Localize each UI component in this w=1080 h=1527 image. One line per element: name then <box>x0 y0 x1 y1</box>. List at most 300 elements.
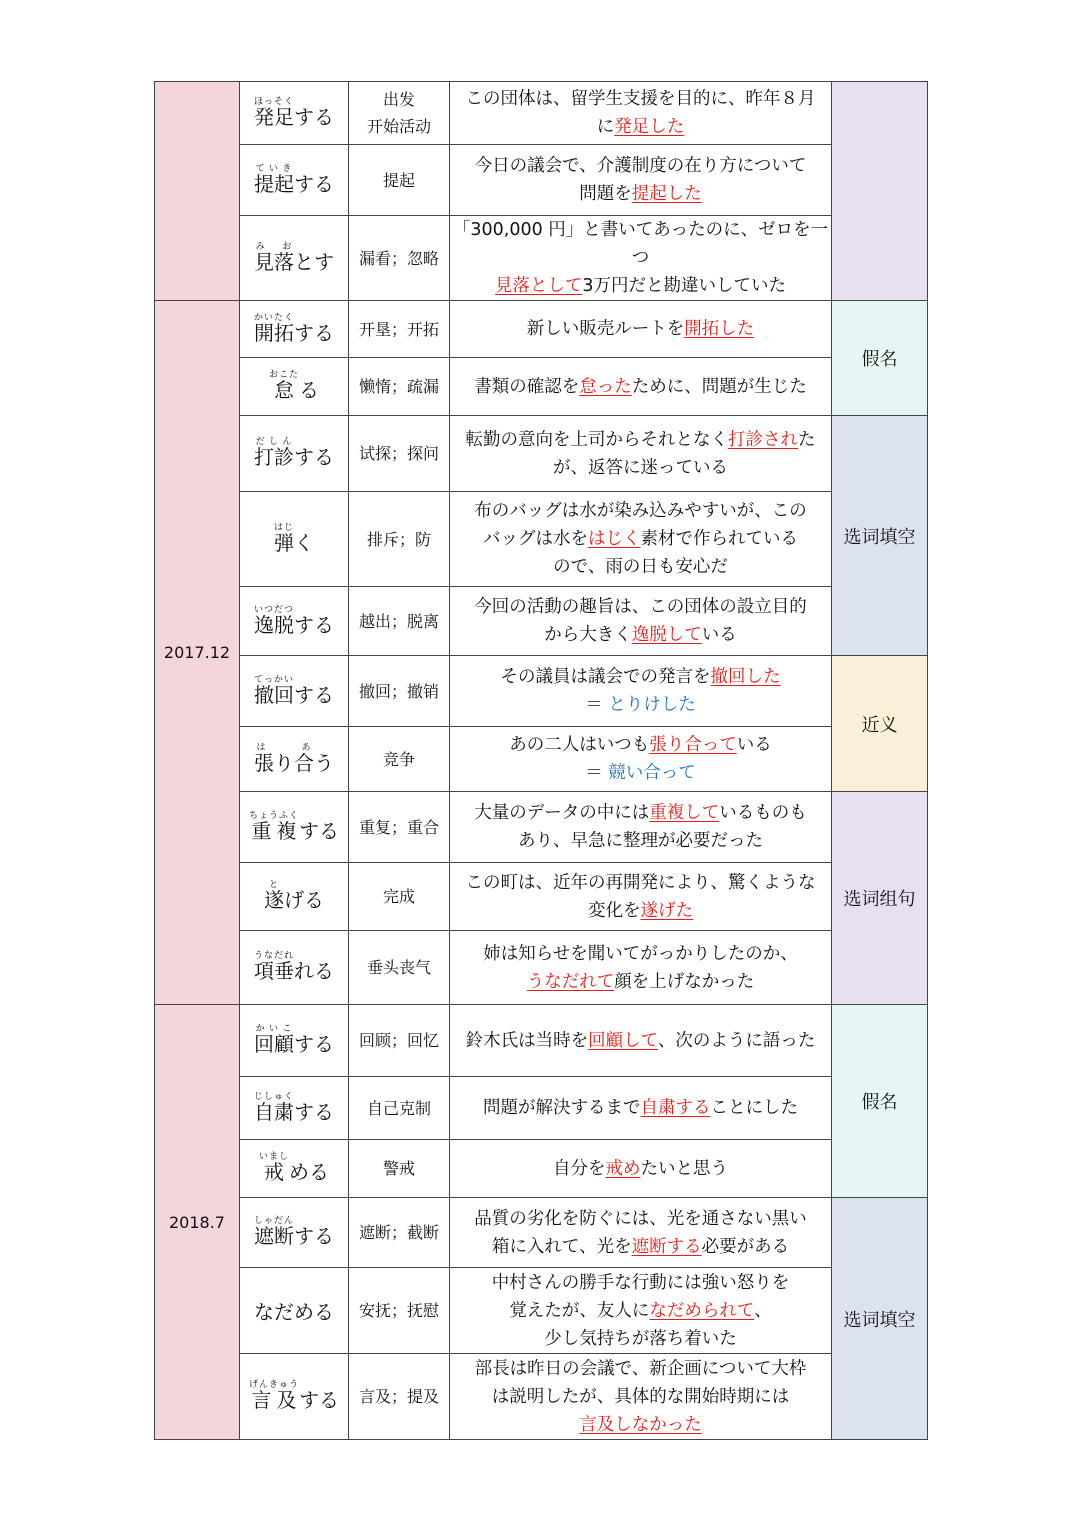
sentence-text: ＝ <box>585 695 609 715</box>
highlighted-word: 発足した <box>614 117 685 137</box>
headword-kanji <box>254 675 294 708</box>
furigana: かいこ <box>254 1024 294 1034</box>
kanji-text: 項垂 <box>253 959 294 983</box>
okurigana: する <box>299 1388 339 1412</box>
kanji-text: 回顧 <box>254 1032 294 1056</box>
meaning-line: 自己克制 <box>366 1098 431 1118</box>
okurigana: る <box>299 378 319 402</box>
kanji-text: 撤回 <box>253 682 294 707</box>
okurigana: する <box>294 1224 334 1248</box>
word-cell <box>240 492 349 587</box>
furigana: と <box>264 880 284 890</box>
meaning-line: 言及；提及 <box>358 1387 439 1406</box>
word-cell <box>240 1077 349 1140</box>
okurigana: する <box>294 104 334 129</box>
headword-kanji <box>274 523 294 556</box>
sentence-line <box>450 968 831 996</box>
headword-kanji <box>264 880 284 913</box>
meaning-line: 试探；探问 <box>358 444 439 463</box>
sentence-line <box>450 1297 831 1325</box>
table-row <box>155 863 928 931</box>
sentence-line <box>450 1383 831 1411</box>
furigana: うなだれ <box>253 951 294 961</box>
word-cell <box>240 863 349 931</box>
furigana: は あ <box>254 742 314 753</box>
sentence-cell <box>450 492 832 587</box>
sentence-line <box>450 1355 831 1383</box>
headword-kanji <box>254 1024 294 1057</box>
headword <box>240 97 348 130</box>
sentence-line <box>450 1094 831 1122</box>
okurigana: れる <box>294 959 334 983</box>
highlighted-word: 戒め <box>605 1158 641 1179</box>
sentence-text: 鈴木氏は当時を <box>465 1030 589 1051</box>
highlighted-word: 遮断する <box>631 1236 702 1257</box>
sentence-text: た <box>798 429 816 450</box>
meaning-cell <box>349 1077 450 1140</box>
headword <box>240 1296 348 1325</box>
headword-kanji <box>254 743 314 776</box>
meaning-cell <box>349 931 450 1005</box>
headword-kanji <box>254 313 294 346</box>
sentence-line <box>450 1205 831 1233</box>
sentence-text: 部長は昨日の会議で、新企画について大枠 <box>474 1358 807 1379</box>
date-cell: 2018.7 <box>155 1005 240 1440</box>
headword-kanji <box>254 951 294 984</box>
okurigana: する <box>294 1099 334 1124</box>
furigana: はじ <box>273 522 294 533</box>
okurigana: する <box>294 682 334 707</box>
category-cell-empty <box>832 82 928 301</box>
synonym-text: 競い合って <box>608 763 696 783</box>
okurigana: する <box>294 445 334 469</box>
sentence-text: 新しい販売ルートを <box>526 319 685 339</box>
table-row <box>155 1354 928 1440</box>
headword <box>240 437 348 470</box>
headword-kanji <box>269 370 299 403</box>
highlighted-word: 回顧して <box>588 1030 658 1051</box>
headword-kanji <box>259 1152 289 1185</box>
sentence-text: 、 <box>754 1300 772 1321</box>
sentence-text: この町は、近年の再開発により、驚くような <box>465 872 816 893</box>
table-row <box>155 82 928 145</box>
meaning-line: 回顾；回忆 <box>358 1031 439 1050</box>
headword <box>240 313 348 346</box>
word-cell <box>240 82 349 145</box>
headword-kanji <box>249 811 299 844</box>
synonym-text: とりけした <box>608 695 696 715</box>
highlighted-word: 開拓した <box>684 319 755 339</box>
table-row <box>155 931 928 1005</box>
sentence-cell <box>450 1077 832 1140</box>
kanji-text: 張り合 <box>254 750 314 775</box>
sentence-text: 覚えたが、友人に <box>509 1300 650 1321</box>
word-cell <box>240 1140 349 1198</box>
sentence-cell <box>450 358 832 416</box>
sentence-text: ために、問題が生じた <box>631 376 807 397</box>
word-cell <box>240 301 349 358</box>
sentence-line <box>450 85 831 113</box>
sentence-text: 自分を <box>553 1158 606 1179</box>
category-cell: 选词填空 <box>832 1198 928 1440</box>
okurigana: する <box>294 320 334 345</box>
kanji-text: 怠 <box>268 378 299 402</box>
word-cell <box>240 656 349 727</box>
furigana: だしん <box>254 437 294 447</box>
category-cell: 选词填空 <box>832 416 928 656</box>
sentence-cell <box>450 727 832 792</box>
kanji-text: 重複 <box>248 818 299 843</box>
sentence-cell <box>450 931 832 1005</box>
meaning-cell <box>349 145 450 216</box>
sentence-line <box>450 216 831 272</box>
sentence-cell <box>450 145 832 216</box>
headword <box>240 743 348 776</box>
meaning-cell <box>349 727 450 792</box>
sentence-line <box>450 454 831 482</box>
sentence-text: 変化を <box>588 900 641 921</box>
headword-kanji <box>254 605 294 638</box>
headword <box>240 370 348 403</box>
table-row <box>155 727 928 792</box>
table-row <box>155 1198 928 1268</box>
highlighted-word: 張り合って <box>649 735 737 755</box>
table-row <box>155 301 928 358</box>
sentence-text: 、次のように語った <box>657 1030 816 1051</box>
headword <box>240 605 348 638</box>
highlighted-word: はじく <box>588 529 641 549</box>
sentence-text: 品質の劣化を防ぐには、光を通さない黒い <box>474 1208 807 1229</box>
sentence-text: その議員は議会での発言を <box>500 667 711 687</box>
word-cell <box>240 416 349 492</box>
word-cell <box>240 1268 349 1354</box>
highlighted-word: 提起した <box>631 184 702 204</box>
sentence-cell <box>450 863 832 931</box>
highlighted-word: なだめられて <box>649 1300 755 1321</box>
sentence-line <box>450 272 831 300</box>
highlighted-word: 打診され <box>728 429 798 450</box>
kanji-text: 発足 <box>253 104 294 129</box>
sentence-line <box>450 180 831 208</box>
kanji-text: 見落 <box>254 249 294 274</box>
word-cell <box>240 358 349 416</box>
sentence-line <box>450 799 831 827</box>
table-row <box>155 1005 928 1077</box>
word-cell <box>240 1354 349 1440</box>
headword-kanji <box>254 164 294 197</box>
table-row <box>155 416 928 492</box>
sentence-cell <box>450 1268 832 1354</box>
word-cell <box>240 587 349 656</box>
date-cell: 2017.12 <box>155 301 240 1005</box>
category-cell: 近义 <box>832 656 928 792</box>
sentence-line <box>450 897 831 925</box>
word-cell <box>240 1005 349 1077</box>
sentence-line <box>450 1269 831 1297</box>
meaning-cell <box>349 1005 450 1077</box>
furigana: じしゅく <box>253 1091 294 1102</box>
sentence-line <box>450 691 831 719</box>
kanji-text: 戒 <box>258 1160 289 1184</box>
sentence-text: ことにした <box>710 1098 798 1118</box>
sentence-line <box>450 1155 831 1183</box>
sentence-text: が、返答に迷っている <box>553 457 728 478</box>
sentence-line <box>450 525 831 553</box>
meaning-line: 出发 <box>382 90 415 109</box>
okurigana: める <box>289 1160 329 1184</box>
sentence-text: 箱に入れて、光を <box>491 1236 632 1257</box>
meaning-line: 竞争 <box>382 749 415 769</box>
furigana: しゃだん <box>253 1216 294 1226</box>
sentence-text: 布のバッグは水が染み込みやすいが、この <box>474 501 807 521</box>
okurigana: する <box>294 171 334 196</box>
okurigana: とす <box>294 249 334 274</box>
sentence-line <box>450 553 831 581</box>
headword <box>240 164 348 197</box>
kanji-text: 遂 <box>264 888 284 912</box>
sentence-text: 問題を <box>579 184 632 204</box>
okurigana: する <box>294 612 334 637</box>
word-cell <box>240 216 349 301</box>
furigana: かいたく <box>253 312 294 323</box>
table-row <box>155 792 928 863</box>
sentence-line <box>450 373 831 401</box>
sentence-text: あの二人はいつも <box>509 735 650 755</box>
sentence-text: 少し気持ちが落ち着いた <box>544 1328 737 1349</box>
sentence-line <box>450 1233 831 1261</box>
sentence-text: ので、雨の日も安心だ <box>553 557 728 577</box>
sentence-line <box>450 1027 831 1055</box>
meaning-cell <box>349 82 450 145</box>
sentence-line <box>450 426 831 454</box>
table-row <box>155 216 928 301</box>
sentence-line <box>450 1411 831 1439</box>
meaning-line: 完成 <box>382 887 415 906</box>
sentence-line <box>450 869 831 897</box>
highlighted-word: 見落として <box>494 276 583 296</box>
sentence-cell <box>450 587 832 656</box>
okurigana: する <box>294 1032 334 1056</box>
sentence-text: ＝ <box>585 763 609 783</box>
sentence-text: 書類の確認を <box>474 376 580 397</box>
furigana: ほっそく <box>253 96 294 107</box>
furigana: てっかい <box>253 674 294 685</box>
okurigana: なだめる <box>254 1300 334 1324</box>
headword-kanji <box>254 97 294 130</box>
meaning-cell <box>349 358 450 416</box>
meaning-cell <box>349 863 450 931</box>
word-cell <box>240 1198 349 1268</box>
word-cell <box>240 931 349 1005</box>
headword <box>240 951 348 984</box>
highlighted-word: うなだれて <box>526 971 615 992</box>
sentence-text: この団体は、留学生支援を目的に、昨年８月 <box>465 89 816 109</box>
sentence-text: は説明したが、具体的な開始時期には <box>491 1386 790 1407</box>
word-cell <box>240 727 349 792</box>
word-cell <box>240 792 349 863</box>
headword <box>240 242 348 275</box>
kanji-text: 自粛 <box>253 1099 294 1124</box>
sentence-cell <box>450 216 832 301</box>
vocab-table <box>154 81 928 1440</box>
category-cell: 假名 <box>832 1005 928 1198</box>
furigana: いつだつ <box>253 604 294 615</box>
sentence-text: いる <box>701 625 737 645</box>
highlighted-word: 逸脱して <box>631 625 702 645</box>
meaning-line: 警戒 <box>382 1159 415 1178</box>
furigana: ちょうふく <box>248 810 299 821</box>
headword-kanji <box>254 242 294 275</box>
sentence-line <box>450 940 831 968</box>
headword-kanji <box>254 437 294 470</box>
sentence-line <box>450 663 831 691</box>
sentence-cell <box>450 1005 832 1077</box>
headword-kanji <box>254 1092 294 1125</box>
meaning-line: 垂头丧气 <box>366 958 431 977</box>
sentence-line <box>450 497 831 525</box>
kanji-text: 弾 <box>273 530 294 555</box>
meaning-cell <box>349 301 450 358</box>
sentence-text: いるものも <box>719 803 807 823</box>
kanji-text: 提起 <box>254 171 294 196</box>
meaning-line: 排斥；防 <box>366 529 431 549</box>
table-row <box>155 1077 928 1140</box>
meaning-line: 重复；重合 <box>358 817 439 837</box>
table-row <box>155 1140 928 1198</box>
highlighted-word: 自粛する <box>640 1098 711 1118</box>
highlighted-word: 撤回した <box>710 667 781 687</box>
sentence-text: から大きく <box>544 625 632 645</box>
sentence-line <box>450 759 831 787</box>
sentence-text: 姉は知らせを聞いてがっかりしたのか、 <box>483 943 798 964</box>
highlighted-word: 重複して <box>649 803 720 823</box>
sentence-text: 転勤の意向を上司からそれとなく <box>465 429 728 450</box>
okurigana: する <box>299 818 339 843</box>
meaning-cell <box>349 416 450 492</box>
meaning-line: 懒惰；疏漏 <box>358 377 439 396</box>
sentence-line <box>450 827 831 855</box>
headword <box>240 1380 348 1413</box>
okurigana: げる <box>284 888 324 912</box>
sentence-text: に <box>596 117 615 137</box>
meaning-line: 越出；脱离 <box>358 611 439 631</box>
okurigana: く <box>294 530 314 555</box>
meaning-line: 漏看；忽略 <box>358 248 439 268</box>
sentence-text: 大量のデータの中には <box>474 803 650 823</box>
meaning-line: 安抚；抚慰 <box>358 1301 439 1320</box>
sentence-cell <box>450 1198 832 1268</box>
sentence-text: 中村さんの勝手な行動には強い怒りを <box>491 1272 790 1293</box>
sentence-line <box>450 621 831 649</box>
meaning-cell <box>349 492 450 587</box>
meaning-cell <box>349 656 450 727</box>
headword <box>240 1024 348 1057</box>
sentence-cell <box>450 656 832 727</box>
sentence-text: あり、早急に整理が必要だった <box>518 831 763 851</box>
sentence-text: いる <box>736 735 772 755</box>
meaning-line: 开垦；开拓 <box>358 319 439 339</box>
sentence-text: 素材で作られている <box>640 529 798 549</box>
sentence-line <box>450 731 831 759</box>
sentence-text: 必要がある <box>701 1236 790 1257</box>
word-cell <box>240 145 349 216</box>
furigana: いまし <box>258 1152 289 1162</box>
meaning-line: 撤回；撤销 <box>358 681 439 701</box>
kanji-text: 遮断 <box>253 1224 294 1248</box>
category-cell: 假名 <box>832 301 928 416</box>
highlighted-word: 言及しなかった <box>579 1414 702 1435</box>
headword <box>240 1216 348 1249</box>
headword <box>240 523 348 556</box>
sentence-text: たいと思う <box>640 1158 728 1179</box>
meaning-line: 开始活动 <box>366 117 431 136</box>
sentence-text: 顔を上げなかった <box>614 971 755 992</box>
highlighted-word: 怠った <box>579 376 632 397</box>
okurigana: う <box>314 750 334 775</box>
table-row <box>155 656 928 727</box>
table-row <box>155 1268 928 1354</box>
meaning-line: 遮断；截断 <box>358 1223 439 1242</box>
kanji-text: 開拓 <box>253 320 294 345</box>
furigana: げんきゅう <box>248 1380 299 1390</box>
table-row <box>155 492 928 587</box>
category-cell: 选词组句 <box>832 792 928 1005</box>
kanji-text: 言及 <box>248 1388 299 1412</box>
sentence-text: 3万円だと勘違いしていた <box>582 276 787 296</box>
meaning-cell <box>349 1268 450 1354</box>
kanji-text: 打診 <box>254 445 294 469</box>
meaning-cell <box>349 587 450 656</box>
sentence-line <box>450 152 831 180</box>
headword <box>240 880 348 913</box>
table-row <box>155 145 928 216</box>
meaning-cell <box>349 1198 450 1268</box>
meaning-cell <box>349 1354 450 1440</box>
sentence-text: バッグは水を <box>483 529 588 549</box>
sentence-line <box>450 1325 831 1353</box>
furigana: ていき <box>254 163 294 174</box>
headword <box>240 1152 348 1185</box>
sentence-cell <box>450 1354 832 1440</box>
meaning-cell <box>349 792 450 863</box>
furigana: おこた <box>268 370 299 380</box>
headword <box>240 1092 348 1125</box>
sentence-cell <box>450 416 832 492</box>
table-row <box>155 587 928 656</box>
headword <box>240 675 348 708</box>
sentence-cell <box>450 1140 832 1198</box>
sentence-cell <box>450 792 832 863</box>
sentence-line <box>450 113 831 141</box>
sentence-line <box>450 593 831 621</box>
meaning-line: 提起 <box>382 170 415 190</box>
sentence-text: 今日の議会で、介護制度の在り方について <box>474 156 807 176</box>
sentence-text: 今回の活動の趣旨は、この団体の設立目的 <box>474 597 807 617</box>
date-cell-empty <box>155 82 240 301</box>
furigana: み お <box>254 241 294 252</box>
headword-kanji <box>254 1216 294 1249</box>
meaning-cell <box>349 216 450 301</box>
headword <box>240 811 348 844</box>
highlighted-word: 遂げた <box>640 900 693 921</box>
sentence-text: 問題が解決するまで <box>483 1098 641 1118</box>
headword-kanji <box>249 1380 299 1413</box>
kanji-text: 逸脱 <box>253 612 294 637</box>
table-row <box>155 358 928 416</box>
sentence-cell <box>450 301 832 358</box>
sentence-line <box>450 315 831 343</box>
sentence-cell <box>450 82 832 145</box>
